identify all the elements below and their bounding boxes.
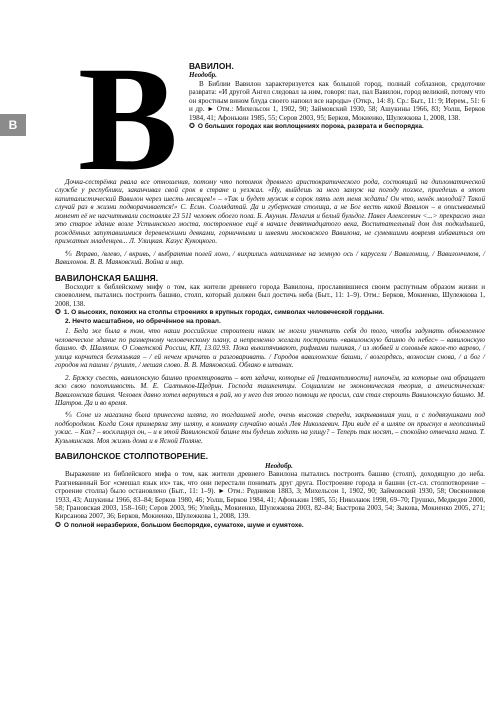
verse-citation: ⅘ Соне из магазина была принесена шляпа, по тогдашней моде, очень высокая спереди, закрывавшая уши, и с подвязушками под подбородком. Когда Соня примеряла эту шляпу, в комнату случайно вошёл Лев Николаевич. При виде её в шляпе он прыснул в неопсанный ужас. – Как? – восклицнул он, – и в этой Вавилонской башне ты будешь ходить на улицу? – Теперь так носят, – спокойно отвечала мама. Т. Кузьминская. Моя жизнь дома и в Ясной Поляне.: [55, 411, 485, 445]
bullet-circle-icon: ✪: [189, 123, 195, 131]
definition: В Библии Вавилон характеризуется как большой город, полный соблазнов, средоточие разврата: «И другой Ангел следовал за ним, говоря: пал, пал Вавилон, город великий, потому что он яростным вином блуда своего напоил все народы» (Откр., 14: 8). Ср.: Быт., 11: 9; Иерем., 51: 6 и др. ► Отм.: Михельсон 1, 1902, 90; Займовский 1930, 58; Ашукины 1966, 83; Уолш, Берков 1984, 41; Афонькин 1985, 55; Серов 2003, 95; Берков, Мокиенко, Шулежкова 1, 2008, 138.: [189, 79, 485, 122]
rhyme-mark-icon: ⅘: [65, 411, 74, 420]
headword: ВАВИЛОНСКАЯ БАШНЯ.: [55, 272, 159, 283]
meaning-bullet: ✪ 1. О высоких, похожих на столпы строениях в крупных городах, символах человеческой гордыни.: [55, 309, 384, 317]
entry-vavilonskoe-stolpotvorenie: [55, 452, 485, 461]
usage-label: Неодобр.: [265, 461, 293, 470]
citation: 2. Бржку съесть, вавилонскую башню проектировать – вот задачи, которые ей [талантливости] нипочём, за которые она обращает ясю свою похотливость. М. Е. Салтыков-Щедрин. Господа ташкентцы. Социализм не экономическая теория, а атеистическая: Вавилонская башня. Человек давно хотел вернуться в рай, но у него для этого помощи не просил, сам стал строить Вавилонскую башню. М. Шатров. Да и во время.: [55, 373, 485, 407]
headword: ВАВИЛОН.: [189, 61, 234, 71]
citation: Дочка-сестрёнка рвала все отношения, потому что потомок древнего аристократического рода, состоящий на дипломатической службе у республики, заканчивал свой срок в стране и уезжал. «Ну, выйдешь за него замуж на погоду позже, приедешь в этот капиталистический Вавилон через шесть месяцев!» – «Так и будет мужик в сорок пять лет меня ждать! Он что, ненёк молодой? Такой случай раз в жизни подворачивается!» С. Есин. Соглядатай. Да и губернская столица, а не Бог весть какой Вавилон – в описываемый момент её не насчитывали составлял 23 511 человек обоего пола. Б. Акунин. Пелагия и белый бульдог. Павел Алексеевич <...> прекрасно знал это старое здание возле Устьинского моста, построенное ещё в начале девятнадцатого века, Воспитательный дом для подкидышей, рождённых запутавшимися деревенскими девками, горничными и швеями московского Вавилона, не сумевшими вовремя избавиться от прижатых младенцев... Л. Улицкая. Казус Кукоцкого.: [55, 178, 485, 246]
definition: Выражение из библейского мифа о том, как жители древнего Вавилона пытались построить башню (столп), доходящую до неба. Разгневанный Бог «смешал язык их» так, что они перестали понимать друг друга. Построение города и башни (ст.-сл. столпотворение – строение столпа) было остановлено (Быт., 11: 1–9). ► Отм.: Редников 1883, 3; Михельсон 1, 1902, 90; Займовский 1930, 58; Овсянников 1933, 43; Ашукины 1966, 83–84; Берков 1980, 46; Уолш, Берков 1984, 41; Афонькин 1985, 55; Николаюк 1998, 69–70; Грушко, Медведев 2000, 58; Грановская 2003, 158–160; Серов 2003, 96; Улейдь, Мокиенко, Шулежкова 2003, 82–84; Быстрова 2003, 54; Зыкова, Мокиенко 2005, 271; Кирсанова 2007, 36; Берков, Мокиенко, Шулежкова 1, 2008, 139.: [55, 470, 485, 521]
entry-vavilonskaya-bashnya: [55, 274, 485, 283]
usage-label: Неодобр.: [189, 71, 217, 80]
headword: ВАВИЛОНСКОЕ СТОЛПОТВОРЕНИЕ.: [55, 451, 209, 462]
drop-cap: В: [77, 36, 179, 202]
section-tab: В: [0, 114, 26, 136]
meaning-bullet: 2. Нечто масштабное, но обречённое на провал.: [65, 318, 221, 326]
bullet-circle-icon: ✪: [55, 521, 61, 529]
dictionary-page: [55, 36, 485, 531]
bullet-circle-icon: ✪: [55, 309, 61, 317]
meaning-bullet: ✪ О полной неразберихе, большом беспорядке, суматохе, шуме и сумятохе.: [55, 521, 304, 529]
definition: Восходит к библейскому мифу о том, как жители древнего города Вавилона, прославившиеся своим распутным образом жизни и своеволием, пытались построить башню, столп, который должен был достичь неба (Быт., 11: 1–9). Отм.: Берков, Мокиенко, Шулежкова 1, 2008, 138.: [55, 282, 485, 308]
verse-citation: ⅘ Вправо, /влево, / вкривь, / выбрантив полей лоно, / вихрились напиханные на земную ось / карусели / Вавилонищ, / Вавилончиков, / Вавилонов. В. В. Маяковский. Война и мир.: [55, 249, 485, 267]
citation: 1. Беда же была в том, что наши российские строители никак не могли уничтить себя до того, чтобы задумать обновленное человеческое здание по размерному человеческому плану, а непременно желали построить «вавилонскую башню до небес» – вавилонскую башню. Ф. Шаляпин. О Советской России, КП, 13.02.93. Пока выкипячивают, рифмами пиликая, / из любвей и соловьёв какое-то варево, / улица корчится безъязыкая – / ей нечем кричать и разговаривать. / Городов вавилонские башни, / возгордясь, возносим снова, / а бог / городов на пашни / рушит, / мешая слово. В. В. Маяковский. Облако в штанах.: [55, 327, 485, 370]
meaning-bullet: ✪ О больших городах как воплощениях порока, разврата и беспорядка.: [189, 123, 424, 131]
rhyme-mark-icon: ⅘: [65, 249, 73, 258]
